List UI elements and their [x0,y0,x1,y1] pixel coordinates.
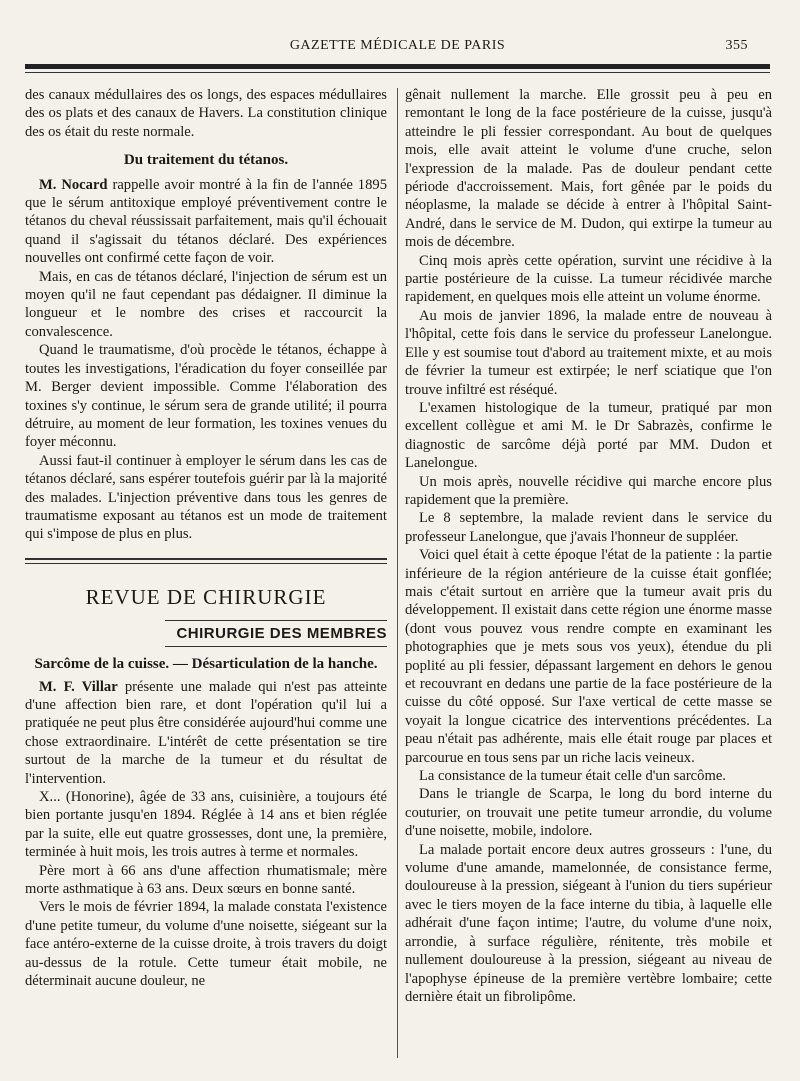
right-paragraph: Le 8 septembre, la malade revient dans le service du professeur Lanelongue, que j'avais l'honneur de suppléer. [405,510,772,545]
right-paragraph: Cinq mois après cette opération, survint une récidive à la partie postérieure de la cuisse. La tumeur récidivée marche rapidement, en quelques mois elle atteint un volume énorme. [405,252,772,306]
right-column [405,86,772,1006]
right-paragraph: Au mois de janvier 1896, la malade entre de nouveau à l'hôpital, cette fois dans le service du professeur Lanelongue. Elle y est soumise tout d'abord au traitement mixte, et au mois de février la tumeur est extirpée; le nerf sciatique que l'on trouve infiltré est réséqué. [405,307,772,398]
page-header [25,38,770,60]
right-paragraph: Un mois après, nouvelle récidive qui marche encore plus rapidement que la première. [405,473,772,508]
right-paragraph: L'examen histologique de la tumeur, pratiqué par mon excellent collègue et ami M. le Dr Sabrazès, confirme le diagnostic de sarcôme déjà porté par MM. Dudon et Lanelongue. [405,399,772,472]
left-paragraph: Mais, en cas de tétanos déclaré, l'injection de sérum est un moyen qu'il ne faut cependant pas dédaigner. Il diminue la longueur et le nombre des crises et raccourcit la convalescence. [25,268,387,340]
right-paragraph: Voici quel était à cette époque l'état de la patiente : la partie inférieure de la région antérieure de la cuisse était gonflée; mais c'était surtout en arrière que la tumeur avait pris du développement. Il existait dans cette région une énorme masse (dont vous pouvez vous rendre compte en examinant les photographies que je mets sous vos yeux), étendue du pli poplité au pli fessier, dépassant largement en dehors le genou et recouvrant en dedans une partie de la face postérieure de la cuisse du côté opposé. Sur l'axe vertical de cette masse se voyait la longue cicatrice des interventions précédentes. La peau n'était pas adhérente, mais elle était rouge par places et parcourue en tous sens par un riche lacis veineux. [405,547,772,766]
section-separator [25,558,387,564]
paragraph-text: rappelle avoir montré à la fin de l'année 1895 que le sérum antitoxique employé préventivement contre le tétanos du cheval réussissait parfaitement, mais qu'il échouait quand il s'agissait du tétanos déclaré. Des expériences nouvelles ont confirmé cette façon de voir. [25,176,387,267]
subsection-heading: CHIRURGIE DES MEMBRES [176,625,387,643]
left-paragraph: Vers le mois de février 1894, la malade constata l'existence d'une petite tumeur, du volume d'une noisette, siégeant sur la face antéro-externe de la cuisse droite, à trois travers du doigt au-dessus de la rotule. Cette tumeur était mobile, ne déterminait aucune douleur, ne [25,899,387,990]
speaker-name: M. F. Villar [39,678,118,695]
subsection-rule [165,646,387,647]
header-rule-thin [25,72,770,73]
left-column [25,86,387,990]
left-paragraph: Quand le traumatisme, d'où procède le tétanos, échappe à toutes les investigations, l'éradication du foyer conseillée par M. Berger devient impossible. Comme l'élaboration des toxines s'y continue, le sérum sera de grande utilité; il pourra détruire, au moment de leur formation, les toxines venues du foyer méconnu. [25,342,387,451]
left-paragraph [25,678,387,788]
left-paragraph: Père mort à 66 ans d'une affection rhumatismale; mère morte asthmatique à 63 ans. Deux sœurs en bonne santé. [25,862,387,898]
subsection-rule [165,620,387,621]
right-paragraph: Dans le triangle de Scarpa, le long du bord interne du couturier, on trouvait une petite tumeur arrondie, du volume d'une noisette, mobile, indolore. [405,786,772,840]
article-heading: Sarcôme de la cuisse. — Désarticulation de la hanche. [34,655,378,672]
column-divider [397,88,398,1058]
journal-title: GAZETTE MÉDICALE DE PARIS [289,38,506,53]
page-number: 355 [725,38,748,53]
left-paragraph: X... (Honorine), âgée de 33 ans, cuisinière, a toujours été bien portante jusqu'en 1894. Réglée à 14 ans et bien réglée par la suite, elle eut quatre grossesses, dont une, la première, terminée à huit mois, les trois autres à terme et normales. [25,789,387,861]
left-paragraph: Aussi faut-il continuer à employer le sérum dans les cas de tétanos déclaré, sans espérer toutefois guérir par là la majorité des malades. L'injection préventive dans tous les genres de traumatisme exposant au tétanos est un mode de traitement qui s'impose de plus en plus. [25,452,387,543]
revue-heading: REVUE DE CHIRURGIE [85,584,327,609]
paragraph-text: présente une malade qui n'est pas atteinte d'une affection bien rare, et dont l'opération qu'il lui a pratiquée ne peut plus être considérée aujourd'hui comme une chose extraordinaire. L'intérêt de cette présentation se tire surtout de la marche de la tumeur et du résultat de l'intervention. [25,678,387,787]
right-paragraph: La consistance de la tumeur était celle d'un sarcôme. [419,768,726,785]
section-heading-tetanos: Du traitement du tétanos. [123,152,289,169]
header-rule-thick [25,64,770,69]
left-paragraph: des canaux médullaires des os longs, des espaces médullaires des os plats et des canaux de Havers. La constitution clinique des os était du reste normale. [25,87,387,140]
right-paragraph: gênait nullement la marche. Elle grossit peu à peu en remontant le long de la face postérieure de la cuisse, jusqu'à atteindre le pli fessier correspondant. Au bout de quelques mois, elle avait atteint le volume d'une cruche, selon l'expression de la malade. Pas de douleur pendant cette période d'accroissement. Mais, fort gênée par le poids du néoplasme, la malade se décide à entrer à l'hôpital Saint-André, dans le service de M. Dudon, qui extirpe la tumeur au mois de décembre. [405,87,772,251]
speaker-name: M. Nocard [39,176,108,193]
right-paragraph: La malade portait encore deux autres grosseurs : l'une, du volume d'une amande, mamelonnée, de consistance ferme, douloureuse à la pression, siégeant à l'union du tiers supérieur avec le tiers moyen de la face interne du tibia, à laquelle elle adhérait d'une façon intime; l'autre, du volume d'une noix, arrondie, à surface régulière, rénitente, très mobile et nullement douloureuse à la pression, siégeant au niveau de l'apophyse épineuse de la première vertèbre lombaire; cette dernière était un fibrolipôme. [405,841,772,1005]
left-paragraph [25,176,387,268]
